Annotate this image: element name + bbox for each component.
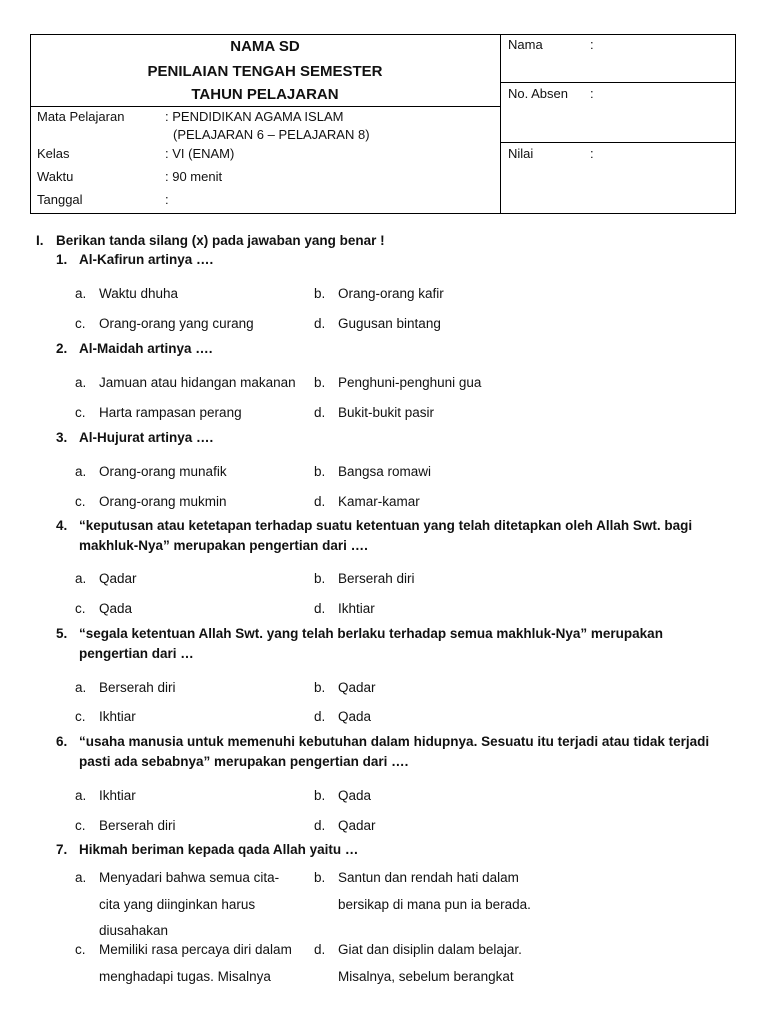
option-d[interactable]: Bukit-bukit pasir	[338, 405, 435, 420]
date-value: :	[165, 192, 169, 207]
subject-label: Mata Pelajaran	[37, 109, 125, 124]
question-number: 3.	[56, 430, 68, 445]
option-letter: c.	[75, 942, 86, 957]
option-letter: c.	[75, 316, 86, 331]
option-c-line[interactable]: menghadapi tugas. Misalnya	[99, 969, 271, 984]
question-number: 6.	[56, 734, 68, 749]
option-b[interactable]: Orang-orang kafir	[338, 286, 444, 301]
option-letter: b.	[314, 375, 326, 390]
school-name: NAMA SD	[230, 38, 300, 55]
header-rule	[500, 82, 736, 83]
question-text: Al-Maidah artinya ….	[79, 341, 213, 356]
option-d[interactable]: Kamar-kamar	[338, 494, 420, 509]
option-c[interactable]: Berserah diri	[99, 818, 176, 833]
option-c[interactable]: Ikhtiar	[99, 709, 136, 724]
option-c[interactable]: Memiliki rasa percaya diri dalam	[99, 942, 292, 957]
option-letter: b.	[314, 870, 326, 885]
option-letter: a.	[75, 870, 87, 885]
section-instruction: Berikan tanda silang (x) pada jawaban yang benar !	[56, 233, 385, 248]
option-b[interactable]: Qadar	[338, 680, 376, 695]
option-a[interactable]: Waktu dhuha	[99, 286, 179, 301]
question-text: “segala ketentuan Allah Swt. yang telah berlaku terhadap semua makhluk-Nya” merupakan	[79, 626, 663, 641]
option-c[interactable]: Harta rampasan perang	[99, 405, 242, 420]
header-rule	[500, 142, 736, 143]
name-label: Nama	[508, 37, 543, 52]
option-b-line[interactable]: bersikap di mana pun ia berada.	[338, 897, 531, 912]
date-label: Tanggal	[37, 192, 83, 207]
option-a[interactable]: Menyadari bahwa semua cita-	[99, 870, 280, 885]
option-letter: c.	[75, 405, 86, 420]
option-letter: d.	[314, 601, 326, 616]
question-text: Al-Hujurat artinya ….	[79, 430, 214, 445]
score-field[interactable]: :	[590, 146, 594, 161]
option-letter: b.	[314, 286, 326, 301]
option-a[interactable]: Ikhtiar	[99, 788, 136, 803]
option-letter: a.	[75, 464, 87, 479]
header-box	[30, 34, 736, 214]
option-letter: c.	[75, 818, 86, 833]
question-number: 2.	[56, 341, 68, 356]
option-letter: b.	[314, 464, 326, 479]
option-d[interactable]: Ikhtiar	[338, 601, 375, 616]
time-value: : 90 menit	[165, 169, 223, 184]
question-text: pasti ada sebabnya” merupakan pengertian dari ….	[79, 754, 409, 769]
section-number: I.	[36, 233, 44, 248]
option-letter: d.	[314, 316, 326, 331]
option-letter: d.	[314, 709, 326, 724]
option-b[interactable]: Qada	[338, 788, 372, 803]
option-a[interactable]: Qadar	[99, 571, 137, 586]
option-d[interactable]: Qada	[338, 709, 372, 724]
option-c[interactable]: Qada	[99, 601, 133, 616]
score-label: Nilai	[508, 146, 534, 161]
option-letter: d.	[314, 818, 326, 833]
question-number: 5.	[56, 626, 68, 641]
question-text: makhluk-Nya” merupakan pengertian dari ….	[79, 538, 368, 553]
option-d[interactable]: Gugusan bintang	[338, 316, 441, 331]
option-letter: d.	[314, 405, 326, 420]
option-letter: c.	[75, 601, 86, 616]
option-c[interactable]: Orang-orang yang curang	[99, 316, 254, 331]
option-a[interactable]: Orang-orang munafik	[99, 464, 227, 479]
option-letter: a.	[75, 286, 87, 301]
option-letter: c.	[75, 494, 86, 509]
option-letter: a.	[75, 788, 87, 803]
option-b[interactable]: Santun dan rendah hati dalam	[338, 870, 519, 885]
option-a[interactable]: Jamuan atau hidangan makanan	[99, 375, 296, 390]
question-text: “usaha manusia untuk memenuhi kebutuhan dalam hidupnya. Sesuatu itu terjadi atau tidak terjadi	[79, 734, 710, 749]
question-text: “keputusan atau ketetapan terhadap suatu ketentuan yang telah ditetapkan oleh Allah Swt. bagi	[79, 518, 693, 533]
option-d[interactable]: Giat dan disiplin dalam belajar.	[338, 942, 522, 957]
option-letter: b.	[314, 680, 326, 695]
academic-year: TAHUN PELAJARAN	[191, 86, 339, 103]
option-letter: a.	[75, 680, 87, 695]
header-rule	[30, 106, 500, 107]
header-divider	[500, 34, 501, 214]
subject-value: : PENDIDIKAN AGAMA ISLAM	[165, 109, 344, 124]
option-letter: c.	[75, 709, 86, 724]
option-letter: d.	[314, 494, 326, 509]
option-letter: a.	[75, 375, 87, 390]
question-text: pengertian dari …	[79, 646, 194, 661]
question-text: Al-Kafirun artinya ….	[79, 252, 214, 267]
attendance-field[interactable]: :	[590, 86, 594, 101]
question-number: 7.	[56, 842, 68, 857]
option-letter: d.	[314, 942, 326, 957]
option-b[interactable]: Berserah diri	[338, 571, 415, 586]
option-a[interactable]: Berserah diri	[99, 680, 176, 695]
time-label: Waktu	[37, 169, 74, 184]
option-d[interactable]: Qadar	[338, 818, 376, 833]
option-letter: b.	[314, 788, 326, 803]
question-number: 1.	[56, 252, 68, 267]
option-c[interactable]: Orang-orang mukmin	[99, 494, 227, 509]
class-label: Kelas	[37, 146, 70, 161]
attendance-label: No. Absen	[508, 86, 568, 101]
option-d-line[interactable]: Misalnya, sebelum berangkat	[338, 969, 514, 984]
class-value: : VI (ENAM)	[165, 146, 235, 161]
subject-lessons: (PELAJARAN 6 – PELAJARAN 8)	[173, 127, 370, 142]
option-letter: a.	[75, 571, 87, 586]
exam-title: PENILAIAN TENGAH SEMESTER	[147, 63, 383, 80]
name-field[interactable]: :	[590, 37, 594, 52]
option-a-line[interactable]: cita yang diinginkan harus	[99, 897, 256, 912]
option-letter: b.	[314, 571, 326, 586]
option-a-line[interactable]: diusahakan	[99, 923, 169, 938]
option-b[interactable]: Bangsa romawi	[338, 464, 432, 479]
option-b[interactable]: Penghuni-penghuni gua	[338, 375, 482, 390]
question-text: Hikmah beriman kepada qada Allah yaitu …	[79, 842, 359, 857]
question-number: 4.	[56, 518, 68, 533]
